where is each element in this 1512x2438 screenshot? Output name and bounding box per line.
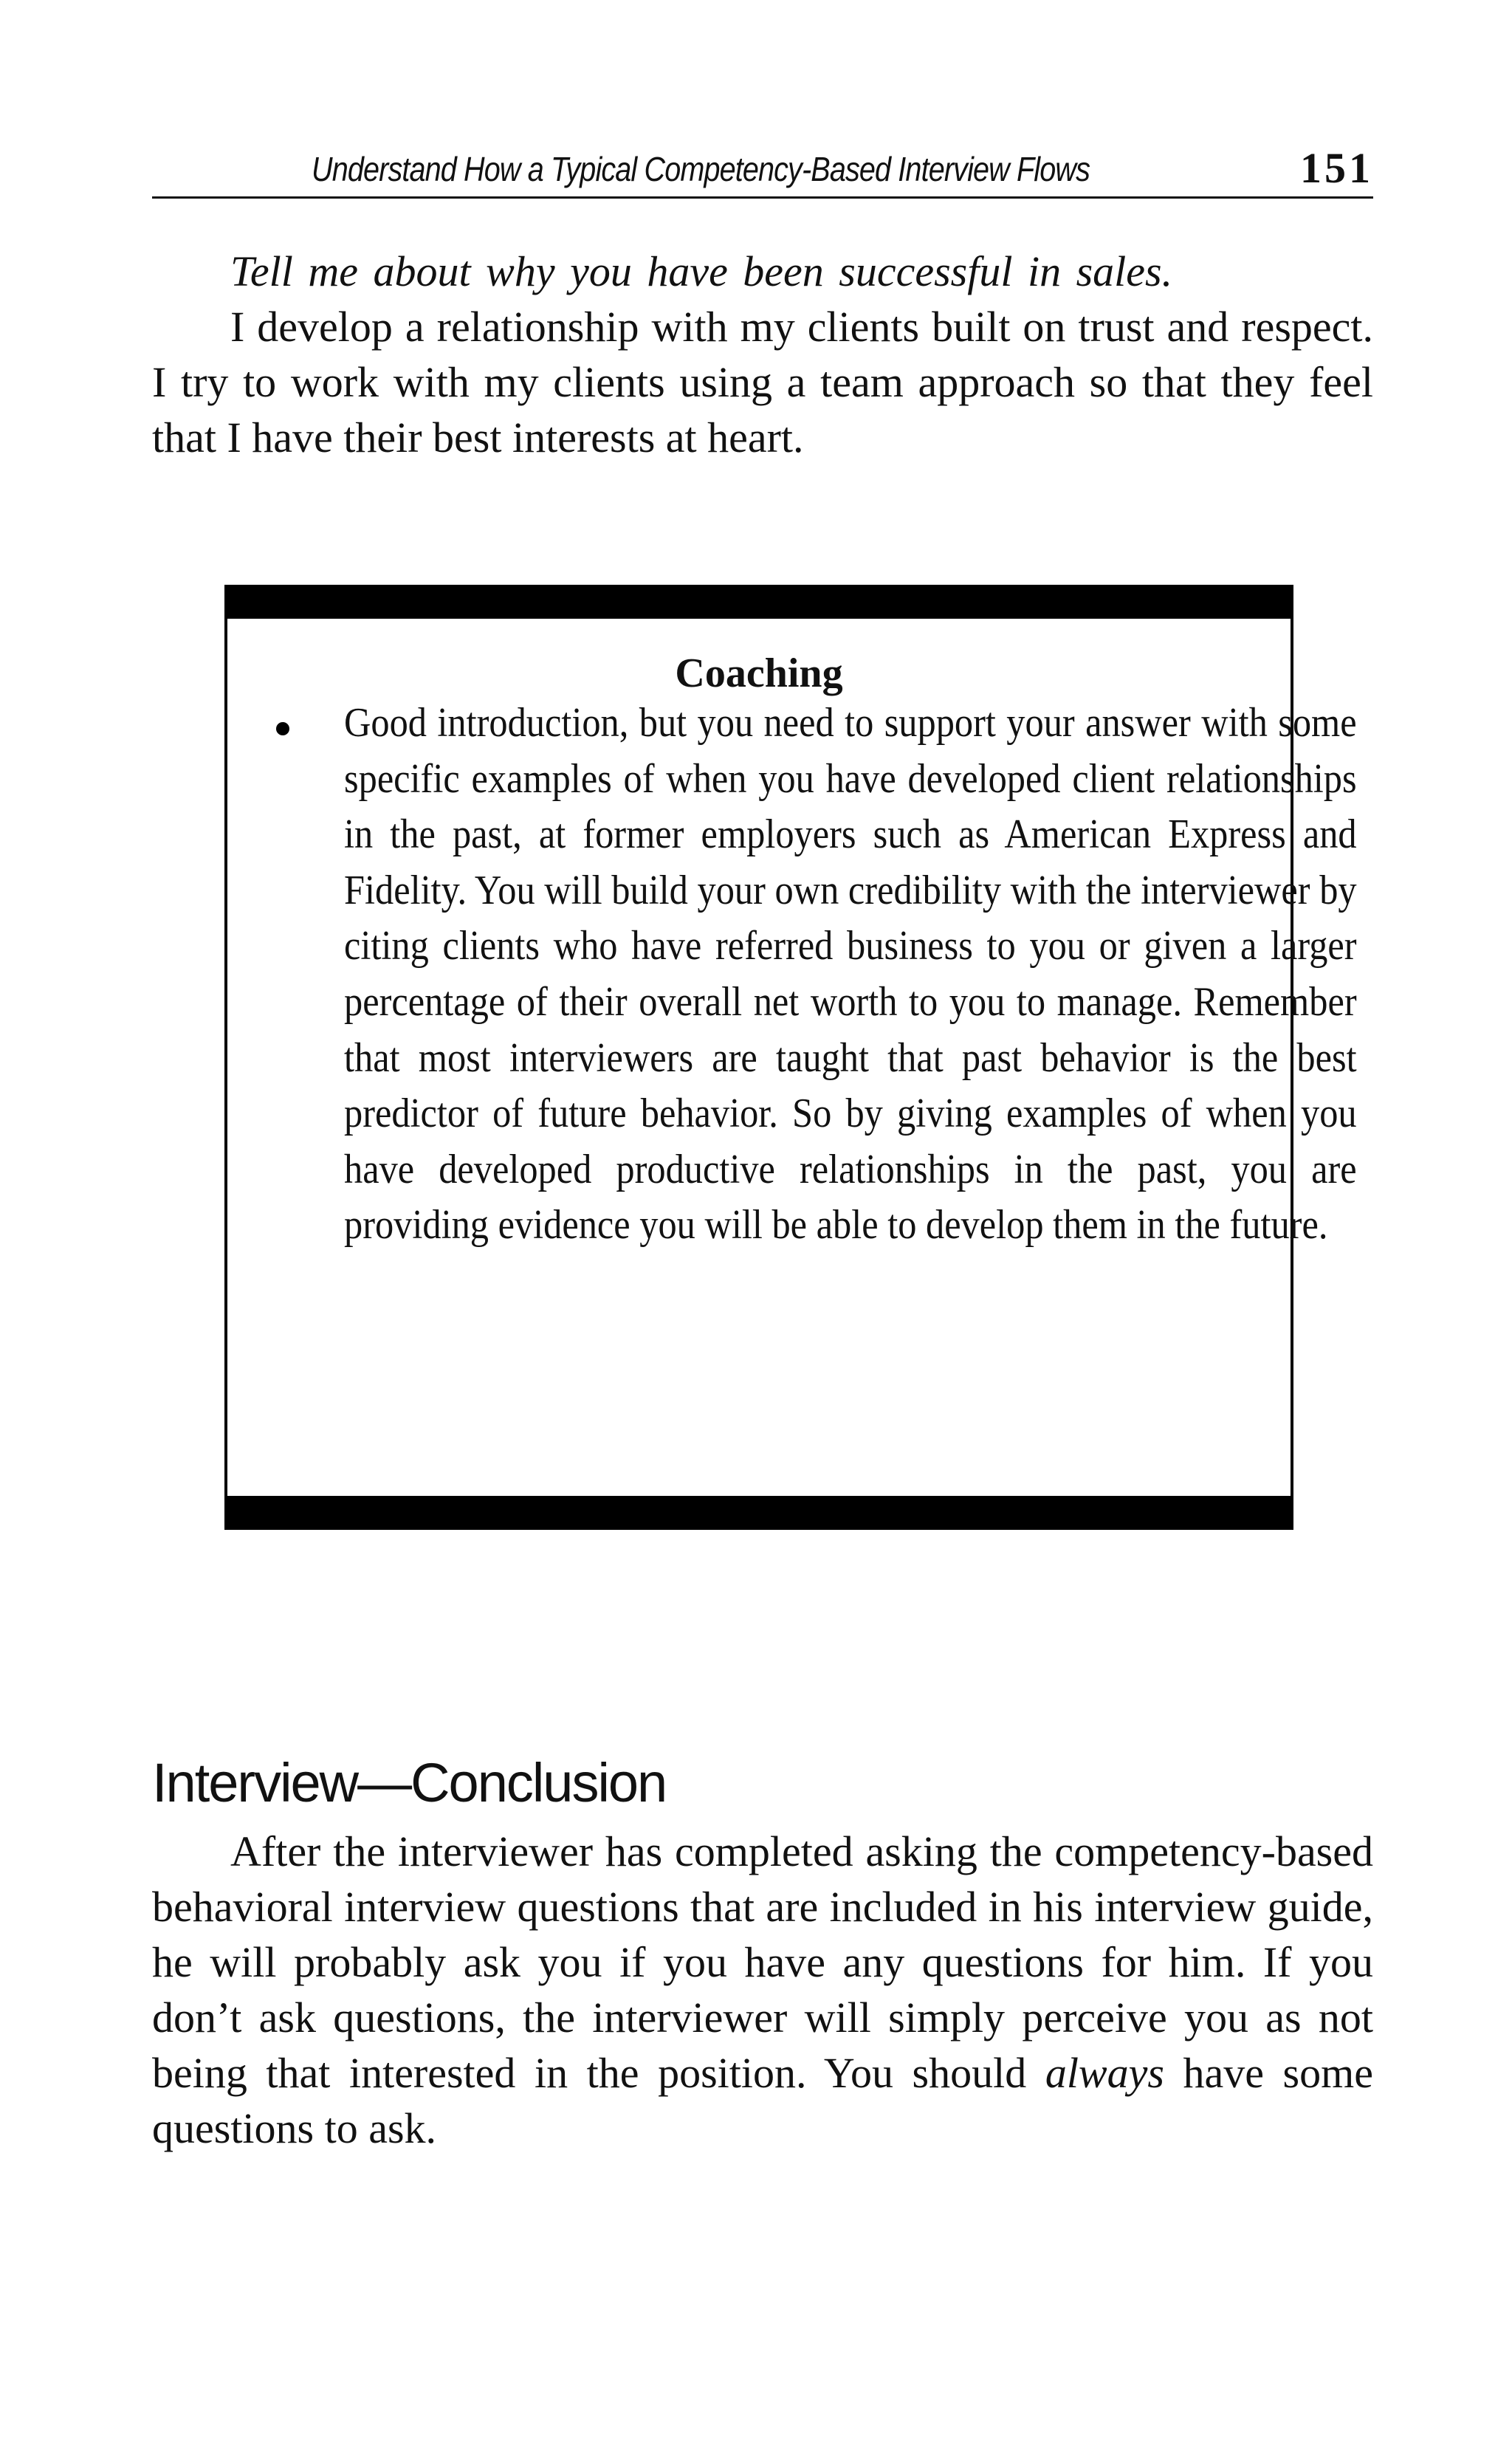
candidate-answer: I develop a relationship with my clients built on trust and respect. I try to work with my clients using a team approach so that they feel that I have their best interests at heart.	[152, 303, 1373, 461]
bullet-icon	[276, 722, 289, 735]
running-head	[152, 142, 1373, 199]
emphasis-word: always	[1045, 2049, 1164, 2097]
conclusion-text-start: After the interviewer has completed asking the competency-based behavioral interview questions that are included in his interview guide, he will probably ask you if you have any questions for him. If you don’t ask questions, the interviewer will simply perceive you as not being that interested in the position. You should	[152, 1827, 1373, 2097]
coaching-box-bottom-bar	[224, 1496, 1293, 1530]
section-heading: Interview—Conclusion	[152, 1752, 667, 1813]
page-number: 151	[1300, 144, 1373, 192]
conclusion-text-end: have some questions to ask.	[152, 2049, 1373, 2152]
interview-question: Tell me about why you have been successful in sales.	[230, 247, 1173, 295]
coaching-box-top-bar	[224, 585, 1293, 619]
conclusion-paragraph	[152, 1824, 1373, 2156]
coaching-bullet-text: Good introduction, but you need to support your answer with some specific examples of when you have developed client relationships in the past, at former employers such as American Express and Fidelity. You will build your own credibility with the interviewer by citing clients who have referred business to you or given a larger percentage of their overall net worth to you to manage. Remember that most interviewers are taught that past behavior is the best predictor of future behavior. So by giving examples of when you have developed productive relationships in the past, you are providing evidence you will be able to develop them in the future.	[344, 700, 1357, 1249]
running-head-title: Understand How a Typical Competency-Based Interview Flows	[312, 150, 1090, 188]
coaching-box	[224, 585, 1357, 1530]
coaching-heading: Coaching	[675, 650, 843, 696]
